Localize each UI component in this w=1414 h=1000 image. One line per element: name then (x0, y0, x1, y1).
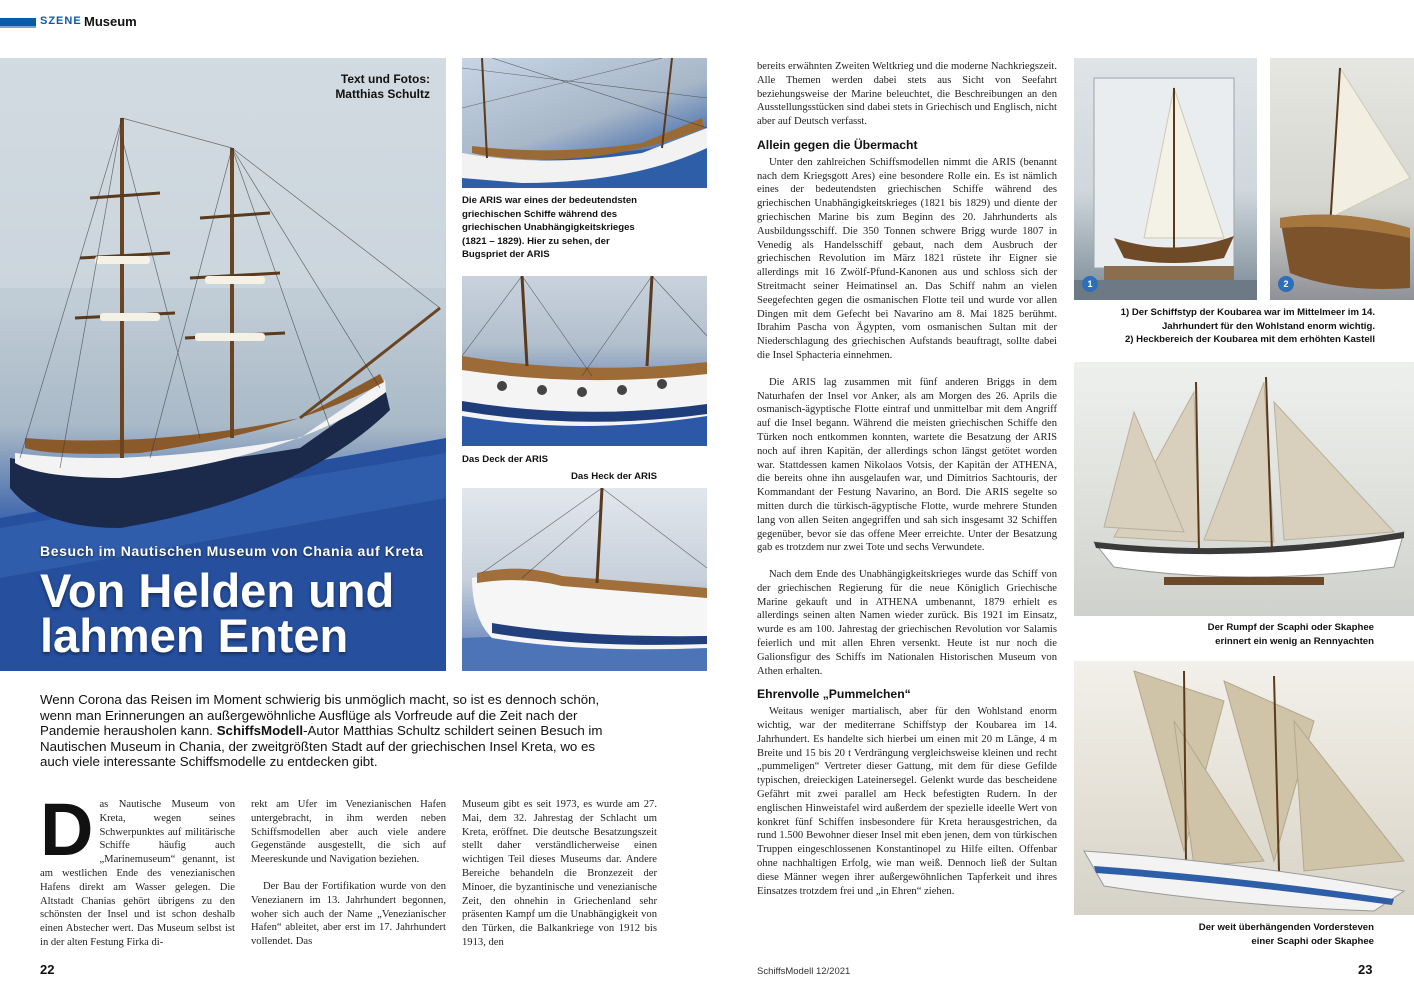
page-number-left: 22 (40, 962, 55, 977)
body-column-4 (757, 60, 1057, 898)
article-lead (40, 692, 620, 770)
title-line-2: lahmen Enten (40, 609, 349, 662)
paragraph: Der Bau der Fortifikation wurde von den Venezianern im 13. Jahrhundert begonnen, woher sich auch der Name „Venezianischer Hafen“ ableitet, aber erst im 17. Jahrhundert vollendet. Das (251, 880, 446, 948)
paragraph: Die ARIS lag zusammen mit fünf anderen Briggs in dem Naturhafen der Insel vor Anker, als am Morgen des 26. Aprils die osmanisch-ägyptische Flotte eintraf und unmittelbar mit dem Angriff auf die Insel begann. Während die meisten griechischen Schiffe den Türken noch entkommen konnten, wartete die Besatzung der ARIS noch auf ihren Kapitän, der allerdings schon längst getötet worden war. Stattdessen kamen Nikolaos Votsis, der Kapitän der ATHENA, die bereits ohne ihn ausgelaufen war, und Dimitrios Sachtouris, der Kommandant der Festung Navarino, an Bord. Die ARIS segelte so mitten durch die türkisch-ägyptische Flotte, wurde mehrere Stunden lang von allen Seiten angegriffen und sah sich insgesamt 32 Schiffen gegenüber, bevor sie das offene Meer erreichte. Unter der Besatzung gab es trotzdem nur zwei Tote und sechs Verwundete. (757, 376, 1057, 554)
deck-illustration (462, 276, 707, 446)
bowsprit-photo (462, 58, 707, 188)
bowsprit-illustration (462, 58, 707, 188)
photo-number-badge-1: 1 (1082, 276, 1098, 292)
subheading-2: Ehrenvolle „Pummelchen“ (757, 687, 911, 702)
paragraph: Nach dem Ende des Unabhängigkeitskrieges wurde das Schiff von der griechischen Regierung für die neue Königlich Griechische Marine gekauft und in ATHENA umbenannt, 1879 erhielt es allerdings seinen alten Namen wieder zurück. Bis 1921 im Einsatz, wurde es am 100. Jahrestag der griechischen Revolution vor Salamis feierlich und mit allen Ehren versenkt. Heute ist nur noch die Galionsfigur des Schiffs im Nationalen Historischen Museum von Athen erhalten. (757, 569, 1057, 677)
caption-stern: Das Heck der ARIS (571, 471, 658, 482)
photo-credit: Text und Fotos: Matthias Schultz (335, 72, 430, 101)
stern-illustration (462, 488, 707, 671)
stern-photo (462, 488, 707, 671)
scaphi-hull-photo (1074, 362, 1414, 616)
lead-brand: SchiffsModell (216, 723, 304, 739)
paragraph: rekt am Ufer im Venezianischen Hafen untergebracht, in ihm werden neben Schiffsmodellen aber auch viele andere Gegenstände ausgestellt, die sich auf Meereskunde und Navigation beziehen. (251, 799, 446, 866)
paragraph: bereits erwähnten Zweiten Weltkrieg und die moderne Nachkriegszeit. Alle Themen werden dabei stets aus Sicht von Seefahrt beziehungsweise der Marine beleuchtet, die Beschreibungen an den Ausstellungsstücken sind dabei stets in Griechisch und Englisch, nicht aber auf Deutsch verfasst. (757, 61, 1057, 128)
body-column-3 (462, 798, 657, 950)
lead-text: Wenn Corona das Reisen im Moment schwierig bis unmöglich macht, so ist es dennoch schön, wenn man Erinnerungen an außergewöhnliche Ausflüge als Vorfreude auf die Zeit nach der Pandemie herausholen kann. (40, 692, 600, 739)
koubarea-illustration-2 (1270, 58, 1414, 300)
koubarea-photo-1 (1074, 58, 1257, 300)
page-number-right: 23 (1358, 962, 1373, 977)
paragraph: Unter den zahlreichen Schiffsmodellen nimmt die ARIS (benannt nach dem Kriegsgott Ares) eine besondere Rolle ein. Es ist nämlich eines der bedeutendsten griechischen Schiffe während des griechischen Unabhängigkeitskrieges (1821 bis 1829) und diente der griechischen Marine bis zum Beginn des 20. Jahrhunderts als Ausbildungsschiff. Die 350 Tonnen schwere Brigg wurde 1807 in Venedig als Handelsschiff gebaut, nach dem Ausbruch der griechischen Revolution im März 1821 rüstete ihr Eigner sie allerdings mit 16 Zwölf-Pfund-Kanonen aus und schloss sich der Streitmacht seiner Heimatinsel an. Das Schiff nahm an vielen Seegefechten gegen die osmanischen Flotte teil und wurde vor allen Dingen mit dem Gefecht bei Navarino am 8. Mai 1825 berühmt. Ibrahim Pascha von Ägypten, vom osmanischen Sultan mit der Niederschlagung des griechischen Aufstands beauftragt, sollte dabei die Insel Sphacteria einnehmen. (757, 156, 1057, 361)
deck-photo (462, 276, 707, 446)
scaphi-hull-illustration (1074, 362, 1414, 616)
section-label: SZENE (40, 15, 82, 27)
drop-cap: D (40, 788, 94, 871)
paragraph: Museum gibt es seit 1973, es wurde am 27. Mai, dem 32. Jahrestag der Schlacht um Kreta, eröffnet. Die deutsche Besatzungszeit stellt daher verständlicherweise einen wichtigen Teil dieses Museums dar. Andere Bereiche behandeln die Bronzezeit der Minoer, die byzantinische und venezianische Zeit, den ohnehin in Griechenland sehr präsenten Kampf um die Unabhängigkeit von den Türken, die Balkankriege von 1912 bis 1913, den (462, 799, 657, 948)
caption-scaphi-bow: Der weit überhängenden Vordersteven einer Scaphi oder Skaphee (1198, 922, 1374, 947)
koubarea-photo-2 (1270, 58, 1414, 300)
scaphi-bow-illustration (1074, 661, 1414, 915)
body-column-1 (40, 788, 235, 950)
lead-text-2: -Autor Matthias Schultz schildert seinen Besuch im Nautischen Museum in Chania, der zweitgrößten Stadt auf der griechischen Insel Kreta, wo es auch viele interessante Schiffsmodelle zu entdecken gibt. (40, 723, 603, 770)
section-marker-bar (0, 18, 36, 26)
koubarea-illustration-1 (1074, 58, 1257, 300)
scaphi-bow-photo (1074, 661, 1414, 915)
caption-koubarea: 1) Der Schiffstyp der Koubarea war im Mittelmeer im 14. Jahrhundert für den Wohlstand enorm wichtig. 2) Heckbereich der Koubarea mit dem erhöhten Kastell (1120, 307, 1375, 346)
section-marker-wave (0, 26, 36, 28)
article-title (40, 564, 460, 662)
photo-number-badge-2: 2 (1278, 276, 1294, 292)
caption-scaphi-hull: Der Rumpf der Scaphi oder Skaphee erinnert ein wenig an Rennyachten (1207, 622, 1374, 647)
subheading-1: Allein gegen die Übermacht (757, 137, 918, 152)
paragraph: as Nautische Museum von Kreta, wegen seines Schwerpunktes auf militärische Schiffe häufig auch „Marinemuseum“ genannt, ist am westlichen Ende des venezianischen Hafens direkt am Wasser gelegen. Die Altstadt Chanias gehört übrigens zu den schönsten der Insel und ist schon deshalb einen Abstecher wert. Das Museum selbst ist in der alten Festung Firka di- (40, 799, 235, 948)
magazine-issue: SchiffsModell 12/2021 (757, 966, 851, 977)
article-kicker: Besuch im Nautischen Museum von Chania auf Kreta (40, 543, 424, 559)
body-column-2 (251, 798, 446, 949)
section-title: Museum (84, 14, 137, 29)
paragraph: Weitaus weniger martialisch, aber für den Wohlstand enorm wichtig, war der mediterrane Schiffstyp der Koubarea im 14. Jahrhundert. Es handelte sich hierbei um einen mit 20 m Länge, 4 m Breite und 15 bis 20 t Verdrängung vergleichsweise kleinen und recht „pummeligen“ Vertreter dieser Gattung, mit dem für diese Gefilde typischen, dreieckigen Lateinersegel. Gelenkt wurde das bescheidene Gefährt mit zwei parallel am Heck befestigten Rudern. In der englischen Hinweistafel wird außerdem der spezielle ideelle Wert von konkret fünf Schiffen insbesondere für Kreta herausgestrichen, da rund 1.500 Bewohner dieser Insel mit eben jenen, dem von türkischen Truppen eingeschlossenen Konstantinopel zu Hilfe eilten. Offenbar ohne nachhaltigen Erfolg, wie man weiß. Dennoch ließ der Sultan diese Männer wegen ihrer außergewöhnlichen Tapferkeit und ihres Einsatzes trotzdem frei und „in Ehren“ ziehen. (757, 706, 1057, 897)
caption-deck: Das Deck der ARIS (462, 454, 549, 465)
caption-bowsprit: Die ARIS war eines der bedeutendsten griechischen Schiffe während des griechischen Unabhängigkeitskrieges (1821 – 1829). Hier zu sehen, der Bugspriet der ARIS (462, 195, 638, 261)
title-line-1: Von Helden und (40, 564, 395, 617)
